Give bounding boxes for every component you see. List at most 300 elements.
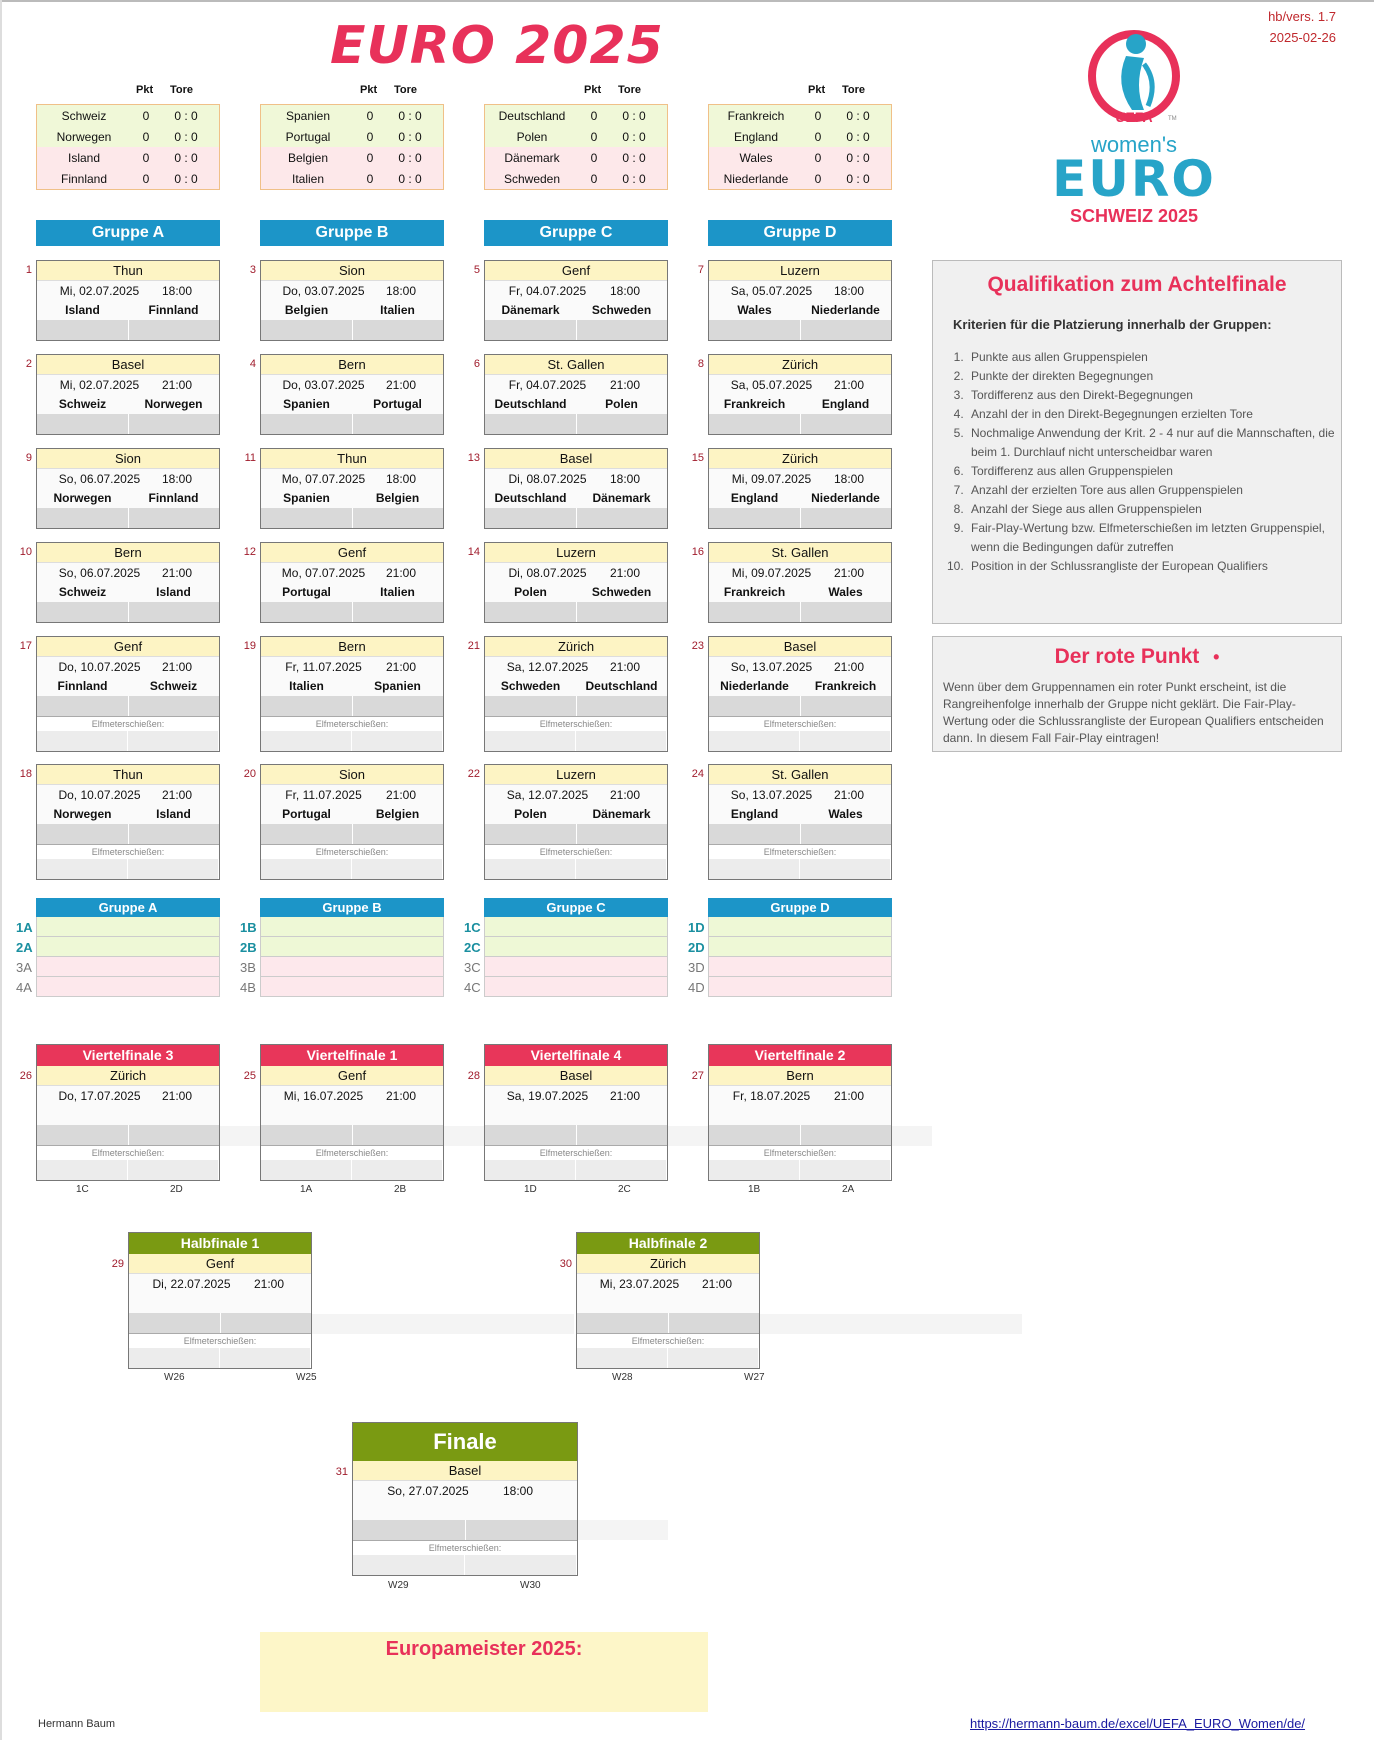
team-goals: 0 : 0 [846,129,870,144]
home-score-input[interactable] [709,696,801,716]
group-result-slot[interactable] [36,917,220,937]
home-score-input[interactable] [709,508,801,528]
position-label: 2C [464,940,481,955]
match-box [484,448,668,529]
match-time: 21:00 [610,660,641,674]
match-teams [37,489,219,508]
away-penalty-input[interactable] [352,859,443,879]
away-penalty-input[interactable] [220,1348,311,1368]
home-penalty-input[interactable] [485,1160,576,1180]
match-teams [485,805,667,824]
match-venue: St. Gallen [709,543,891,563]
team-name: Wales [739,150,773,165]
home-score-input[interactable] [485,602,577,622]
match-time: 18:00 [610,284,641,298]
away-score-input[interactable] [577,1125,668,1145]
team-name: Schweden [503,171,561,186]
home-score-input[interactable] [709,320,801,340]
match-date: Fr, 11.07.2025 [285,660,362,674]
team-points: 0 [142,108,150,123]
penalty-input-row [129,1348,311,1368]
match-date: So, 13.07.2025 [730,660,813,674]
match-venue: Thun [37,765,219,785]
quarterfinal-box [260,1044,444,1181]
semifinal-box [576,1232,760,1369]
match-box [36,764,220,880]
home-score-input[interactable] [353,1520,466,1540]
home-team: Frankreich [723,397,786,411]
score-input-row [709,696,891,716]
match-number: 6 [473,358,480,370]
home-score-input[interactable] [261,1125,353,1145]
score-input-row [485,602,667,622]
group-result-slot[interactable] [708,917,892,937]
away-score-input[interactable] [353,508,444,528]
match-time: 21:00 [834,566,865,580]
group-result-slot[interactable] [260,957,444,977]
score-input-row [709,508,891,528]
home-penalty-input[interactable] [37,859,128,879]
away-penalty-input[interactable] [128,1160,219,1180]
home-score-input[interactable] [37,1125,129,1145]
match-date: Mo, 07.07.2025 [281,472,366,486]
home-penalty-input[interactable] [709,1160,800,1180]
home-team: Wales [737,303,772,317]
match-venue: Genf [37,637,219,657]
away-penalty-input[interactable] [352,1160,443,1180]
group-result-slot[interactable] [708,957,892,977]
slot-away: 2A [842,1184,855,1195]
away-team: Italien [380,303,415,317]
match-teams [37,677,219,696]
match-box [484,636,668,752]
home-score-input[interactable] [485,1125,577,1145]
group-result-header: Gruppe B [260,898,444,917]
score-input-row [261,508,443,528]
match-time: 21:00 [610,788,641,802]
logo-womens-text: women's [1090,132,1178,157]
match-date: Do, 03.07.2025 [282,284,365,298]
semifinal-title: Halbfinale 1 [129,1233,311,1254]
match-teams [709,677,891,696]
group-result-slot[interactable] [484,977,668,997]
away-penalty-input[interactable] [576,731,667,751]
home-penalty-input[interactable] [709,731,800,751]
logo-tm-text: TM [1168,116,1177,122]
away-team: Schweden [591,303,652,317]
penalty-input-row [709,859,891,879]
match-venue: Basel [353,1461,577,1481]
away-score-input[interactable] [466,1520,578,1540]
team-goals: 0 : 0 [622,171,646,186]
group-result-slot[interactable] [36,957,220,977]
penalty-input-row [485,731,667,751]
home-score-input[interactable] [261,696,353,716]
match-date: Sa, 05.07.2025 [730,284,813,298]
away-score-input[interactable] [801,696,892,716]
match-box [484,354,668,435]
match-teams [709,489,891,508]
away-penalty-input[interactable] [128,731,219,751]
match-datetime [709,785,891,805]
home-score-input[interactable] [485,824,577,844]
logo-graphic [1040,24,1240,234]
standings-table [708,84,892,190]
home-score-input[interactable] [485,696,577,716]
match-teams [709,583,891,602]
group-result-table [260,898,444,997]
penalty-input-row [37,731,219,751]
team-names-row [37,1106,219,1125]
position-label: 2B [240,940,257,955]
match-datetime [709,469,891,489]
match-teams [261,805,443,824]
match-datetime [129,1274,311,1294]
match-time: 21:00 [162,378,193,392]
match-datetime [261,1086,443,1106]
away-score-input[interactable] [221,1313,312,1333]
position-label: 4A [16,980,32,995]
away-score-input[interactable] [129,320,220,340]
group-result-slot[interactable] [36,977,220,997]
version-info [1268,6,1336,48]
away-score-input[interactable] [577,414,668,434]
score-input-row [37,414,219,434]
slot-home: 1B [748,1184,761,1195]
match-number: 30 [559,1258,572,1270]
team-name: Niederlande [723,171,789,186]
match-time: 21:00 [386,1089,417,1103]
score-input-row [261,320,443,340]
team-points: 0 [590,150,598,165]
match-date: Fr, 04.07.2025 [508,284,587,298]
semifinal-box [128,1232,312,1369]
home-score-input[interactable] [37,508,129,528]
away-score-input[interactable] [129,508,220,528]
match-number: 28 [467,1070,480,1082]
standings-row [261,105,443,126]
away-score-input[interactable] [801,508,892,528]
match-datetime [709,657,891,677]
away-score-input[interactable] [801,320,892,340]
home-score-input[interactable] [485,508,577,528]
position-label: 1B [240,920,257,935]
team-name: Schweiz [61,108,107,123]
slot-away: W27 [744,1372,765,1383]
away-penalty-input[interactable] [800,1160,891,1180]
home-penalty-input[interactable] [577,1348,668,1368]
home-score-input[interactable] [37,824,129,844]
final-title: Finale [353,1423,577,1461]
home-penalty-input[interactable] [709,859,800,879]
home-team: Belgien [284,303,329,317]
home-score-input[interactable] [709,414,801,434]
away-score-input[interactable] [669,1313,760,1333]
team-name: England [733,129,779,144]
match-time: 21:00 [386,788,417,802]
away-score-input[interactable] [801,414,892,434]
away-score-input[interactable] [129,824,220,844]
match-date: Mi, 02.07.2025 [59,378,140,392]
group-result-slot[interactable] [484,917,668,937]
home-score-input[interactable] [37,602,129,622]
match-date: Mi, 16.07.2025 [283,1089,364,1103]
match-box [484,542,668,623]
match-box [260,542,444,623]
match-number: 2 [25,358,32,370]
standings-row [37,105,219,126]
match-teams [261,395,443,414]
away-score-input[interactable] [801,602,892,622]
penalty-label: Elfmeterschießen: [37,716,219,731]
standings-row [709,126,891,147]
logo-country-text: SCHWEIZ 2025 [1069,206,1199,226]
match-venue: Zürich [37,1066,219,1086]
away-team: Polen [605,397,638,411]
away-score-input[interactable] [129,414,220,434]
match-teams [485,677,667,696]
slot-away: W30 [520,1580,541,1591]
away-penalty-input[interactable] [576,1160,667,1180]
match-number: 9 [25,452,32,464]
match-venue: Genf [261,543,443,563]
away-score-input[interactable] [353,696,444,716]
match-time: 18:00 [834,472,865,486]
home-score-input[interactable] [709,824,801,844]
match-date: Sa, 12.07.2025 [506,788,589,802]
match-number: 5 [473,264,480,276]
team-goals: 0 : 0 [398,171,422,186]
group-result-slot[interactable] [708,977,892,997]
match-datetime [261,281,443,301]
group-result-slot[interactable] [36,937,220,957]
away-score-input[interactable] [353,1125,444,1145]
score-input-row [485,1125,667,1145]
match-venue: Thun [37,261,219,281]
away-score-input[interactable] [129,1125,220,1145]
logo-euro-text: EURO [1052,150,1216,208]
standings-row [37,147,219,168]
score-input-row [37,1125,219,1145]
match-time: 21:00 [162,660,193,674]
away-team: Schweden [591,585,652,599]
team-points: 0 [590,129,598,144]
away-team: Island [156,807,191,821]
penalty-label: Elfmeterschießen: [353,1540,577,1555]
home-score-input[interactable] [485,320,577,340]
final-band [576,1520,668,1540]
home-team: Norwegen [53,807,112,821]
match-time: 21:00 [254,1277,285,1291]
home-team: Island [65,303,100,317]
match-venue: Thun [261,449,443,469]
group-result-slot[interactable] [484,957,668,977]
team-goals: 0 : 0 [398,150,422,165]
away-score-input[interactable] [577,696,668,716]
home-score-input[interactable] [261,414,353,434]
away-score-input[interactable] [353,414,444,434]
penalty-label: Elfmeterschießen: [577,1333,759,1348]
away-team: Dänemark [592,807,651,821]
match-venue: Luzern [485,543,667,563]
away-score-input[interactable] [129,602,220,622]
away-penalty-input[interactable] [800,859,891,879]
match-datetime [485,281,667,301]
slot-away: 2D [170,1184,183,1195]
score-input-row [37,602,219,622]
home-penalty-input[interactable] [485,859,576,879]
match-datetime [709,281,891,301]
home-team: Deutschland [494,491,567,505]
home-score-input[interactable] [709,1125,801,1145]
qualification-panel [932,260,1342,624]
home-penalty-input[interactable] [37,1160,128,1180]
match-datetime [709,563,891,583]
match-datetime [485,563,667,583]
standings-row [709,147,891,168]
away-score-input[interactable] [353,824,444,844]
away-score-input[interactable] [577,602,668,622]
penalty-label: Elfmeterschießen: [37,1145,219,1160]
home-team: England [730,807,779,821]
home-score-input[interactable] [129,1313,221,1333]
penalty-input-row [261,1160,443,1180]
away-penalty-input[interactable] [800,731,891,751]
match-number: 14 [467,546,480,558]
away-score-input[interactable] [353,320,444,340]
group-result-slot[interactable] [484,937,668,957]
home-penalty-input[interactable] [261,859,352,879]
home-penalty-input[interactable] [353,1555,465,1575]
home-penalty-input[interactable] [261,731,352,751]
home-team: Frankreich [723,585,786,599]
home-team: Norwegen [53,491,112,505]
team-goals: 0 : 0 [174,150,198,165]
away-penalty-input[interactable] [668,1348,759,1368]
semifinal-band [312,1314,574,1334]
score-input-row [709,320,891,340]
away-score-input[interactable] [577,824,668,844]
group-result-slot[interactable] [260,917,444,937]
match-datetime [261,469,443,489]
group-result-slot[interactable] [708,937,892,957]
red-point-heading [933,645,1341,669]
home-penalty-input[interactable] [485,731,576,751]
team-goals: 0 : 0 [622,129,646,144]
home-score-input[interactable] [709,602,801,622]
match-box [260,448,444,529]
home-score-input[interactable] [485,414,577,434]
home-score-input[interactable] [37,320,129,340]
match-box [36,636,220,752]
away-penalty-input[interactable] [465,1555,577,1575]
away-score-input[interactable] [577,320,668,340]
match-datetime [37,281,219,301]
score-input-row [261,696,443,716]
home-score-input[interactable] [261,602,353,622]
match-time: 21:00 [834,1089,865,1103]
standings-box [708,104,892,190]
match-time: 18:00 [834,284,865,298]
position-label: 2D [688,940,705,955]
standings-row [261,147,443,168]
home-penalty-input[interactable] [261,1160,352,1180]
away-score-input[interactable] [353,602,444,622]
away-penalty-input[interactable] [352,731,443,751]
score-input-row [37,824,219,844]
away-score-input[interactable] [577,508,668,528]
home-score-input[interactable] [261,824,353,844]
away-score-input[interactable] [801,824,892,844]
away-penalty-input[interactable] [128,859,219,879]
group-result-slot[interactable] [260,937,444,957]
home-score-input[interactable] [261,320,353,340]
match-datetime [261,785,443,805]
home-team: Schweiz [58,397,107,411]
match-venue: Basel [37,355,219,375]
match-time: 21:00 [162,788,193,802]
score-input-row [485,320,667,340]
standings-row [709,105,891,126]
match-date: Do, 10.07.2025 [58,660,141,674]
team-points: 0 [366,150,374,165]
match-date: Mi, 02.07.2025 [59,284,140,298]
home-team: Portugal [282,585,331,599]
team-goals: 0 : 0 [174,171,198,186]
penalty-input-row [485,859,667,879]
match-date: Mi, 09.07.2025 [731,566,812,580]
penalty-input-row [37,859,219,879]
away-score-input[interactable] [801,1125,892,1145]
group-result-header: Gruppe C [484,898,668,917]
match-time: 21:00 [610,378,641,392]
match-venue: Basel [709,637,891,657]
match-venue: Basel [485,1066,667,1086]
away-penalty-input[interactable] [576,859,667,879]
score-input-row [37,320,219,340]
match-time: 18:00 [610,472,641,486]
home-score-input[interactable] [37,696,129,716]
slot-away: 2C [618,1184,631,1195]
home-score-input[interactable] [577,1313,669,1333]
home-penalty-input[interactable] [37,731,128,751]
home-score-input[interactable] [37,414,129,434]
home-score-input[interactable] [261,508,353,528]
group-result-table [36,898,220,997]
score-input-row [129,1313,311,1333]
match-box [260,636,444,752]
team-names-row [261,1106,443,1125]
standings-table [260,84,444,190]
team-points: 0 [142,129,150,144]
top-border [0,0,1374,2]
match-box [708,542,892,623]
away-team: Wales [828,585,863,599]
match-date: Di, 22.07.2025 [152,1277,231,1291]
team-name: Spanien [285,108,331,123]
team-names-row [129,1294,311,1313]
source-link[interactable]: https://hermann-baum.de/excel/UEFA_EURO_Women/de/ [970,1716,1306,1731]
match-venue: Bern [261,637,443,657]
match-date: Do, 17.07.2025 [58,1089,141,1103]
match-date: Fr, 04.07.2025 [508,378,587,392]
group-result-slot[interactable] [260,977,444,997]
home-team: Spanien [283,397,330,411]
away-score-input[interactable] [129,696,220,716]
match-date: So, 06.07.2025 [58,472,141,486]
home-penalty-input[interactable] [129,1348,220,1368]
criterion-item: 5. Nochmalige Anwendung der Krit. 2 - 4 nur auf die Mannschaften, die beim 1. Durchlauf nicht unterscheidbar waren [967,424,1341,462]
